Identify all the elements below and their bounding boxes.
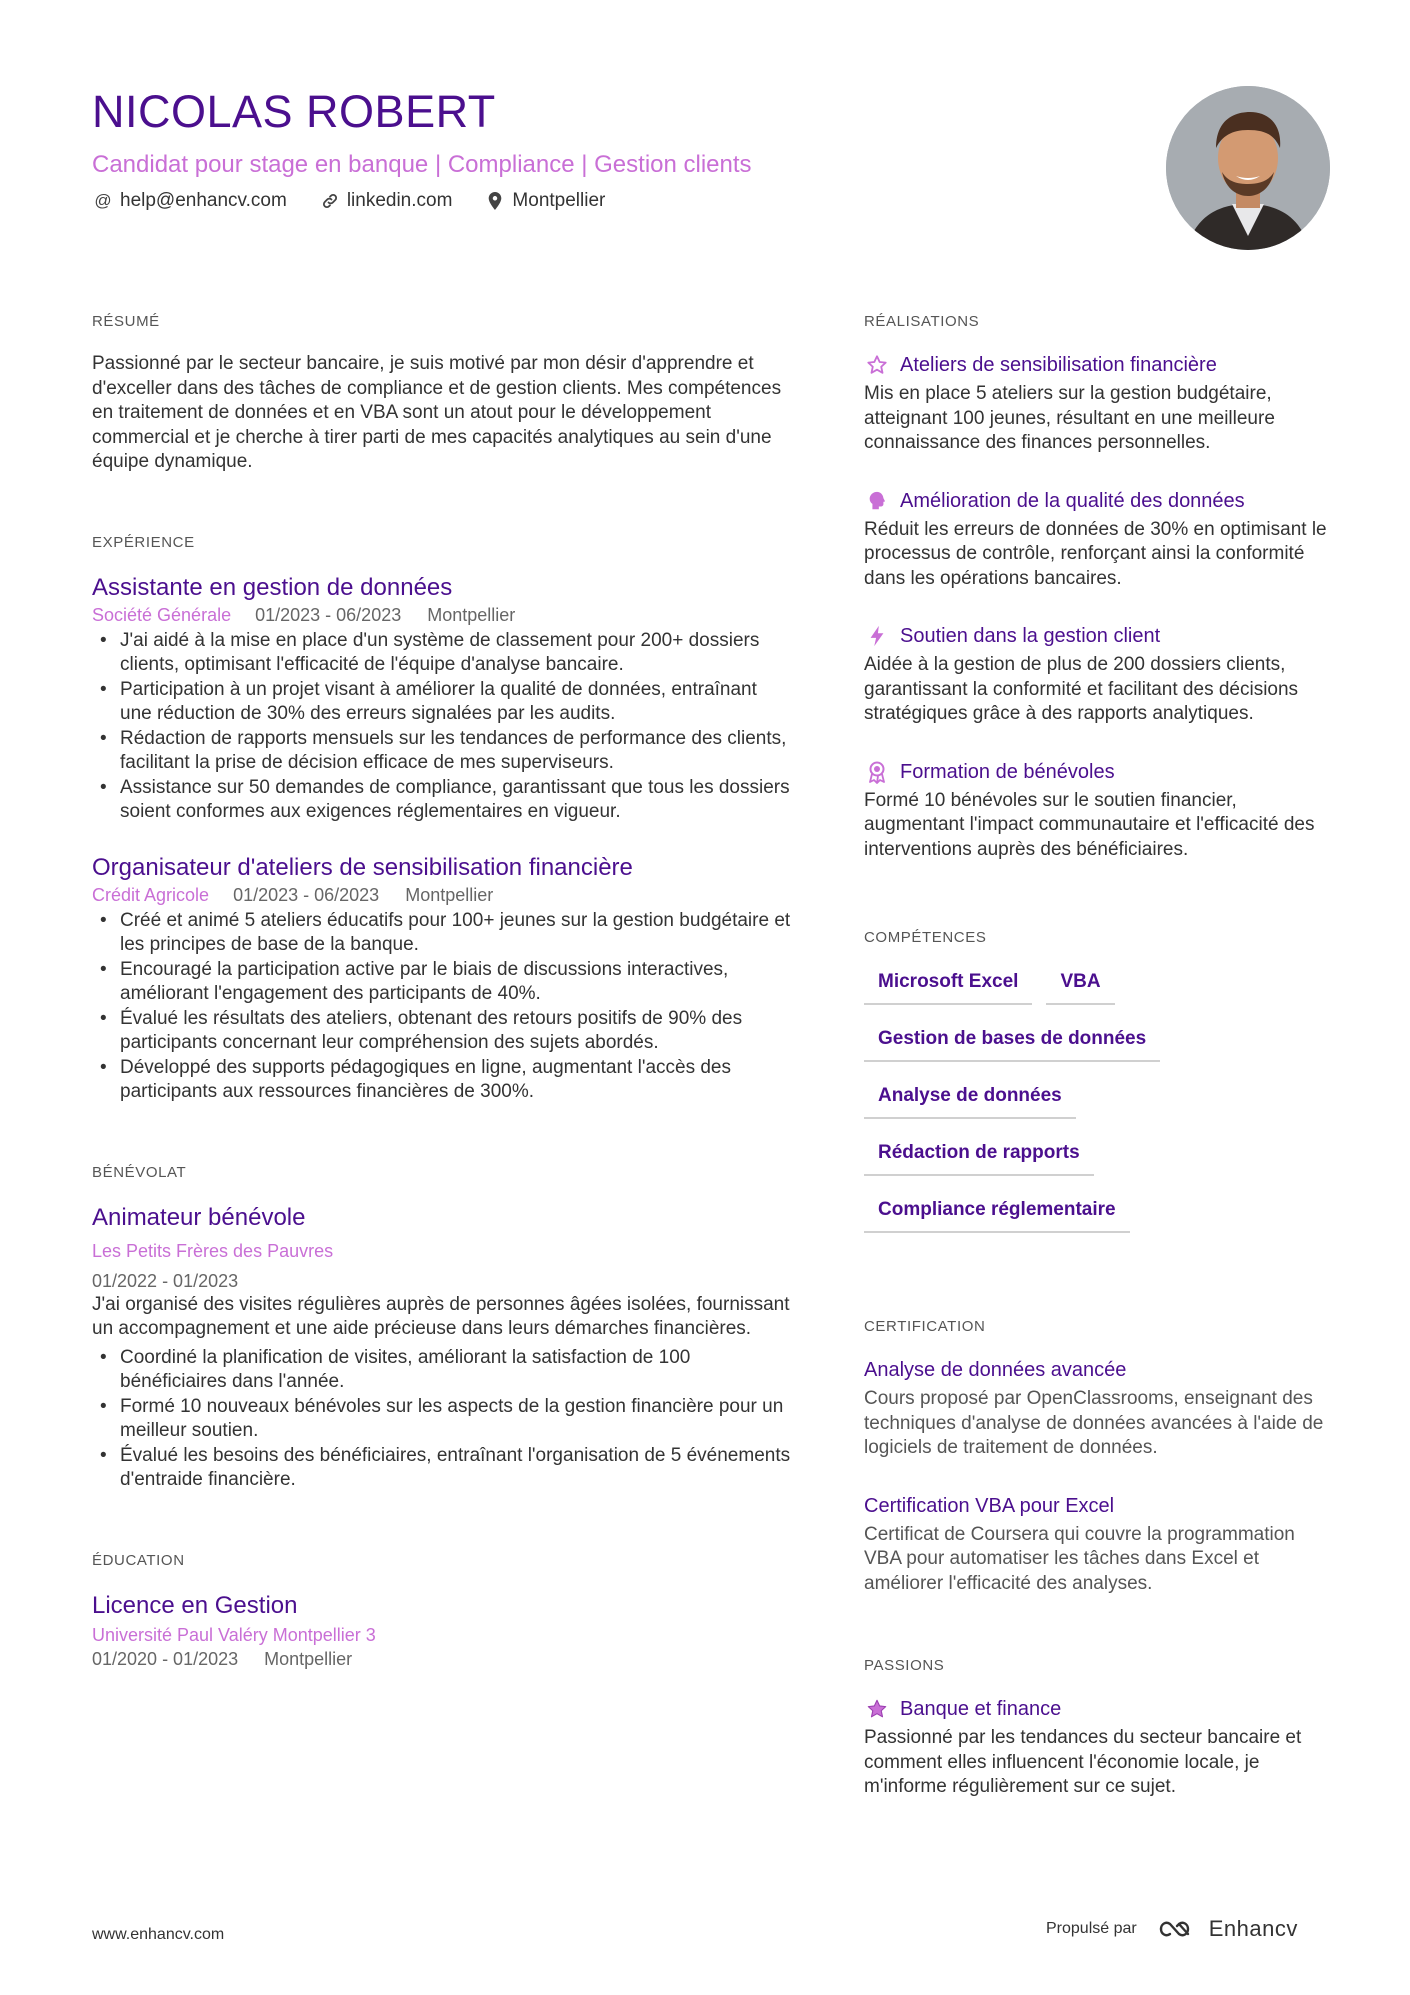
school-name: Université Paul Valéry Montpellier 3 <box>92 1624 376 1645</box>
skill-tag: Analyse de données <box>864 1082 1076 1119</box>
linkedin-text: linkedin.com <box>346 190 453 211</box>
experience-item <box>92 573 792 825</box>
volunteer-role: Animateur bénévole <box>92 1203 306 1231</box>
volunteering-section <box>92 1163 792 1493</box>
volunteer-org: Les Petits Frères des Pauvres <box>92 1240 334 1261</box>
skills-heading: COMPÉTENCES <box>864 929 987 946</box>
skill-tag: Compliance réglementaire <box>864 1196 1130 1233</box>
passions-heading: PASSIONS <box>864 1657 945 1674</box>
job-title: Organisateur d'ateliers de sensibilisation financière <box>92 853 633 881</box>
job-bullets <box>92 909 792 1105</box>
education-section <box>92 1551 792 1671</box>
contact-bar <box>92 190 1142 212</box>
job-meta <box>92 883 792 907</box>
skills-section <box>864 928 1334 1233</box>
job-location: Montpellier <box>405 884 494 905</box>
degree-title: Licence en Gestion <box>92 1591 298 1619</box>
footer-branding <box>1046 1916 1298 1942</box>
experience-heading: EXPÉRIENCE <box>92 533 195 551</box>
summary-section <box>92 312 792 475</box>
headline: Candidat pour stage en banque | Compliance | Gestion clients <box>92 151 752 178</box>
certification-text: Cours proposé par OpenClassrooms, enseignant des techniques d'analyse de données avancées à l'aide de logiciels de traitement de données. <box>864 1388 1324 1458</box>
volunteering-item <box>92 1203 792 1493</box>
contact-email[interactable] <box>92 190 287 212</box>
contact-location <box>484 190 605 212</box>
education-heading: ÉDUCATION <box>92 1551 185 1569</box>
achievements-heading: RÉALISATIONS <box>864 313 980 330</box>
summary-heading: RÉSUMÉ <box>92 313 160 330</box>
achievements-section <box>864 312 1334 862</box>
summary-text: Passionné par le secteur bancaire, je suis motivé par mon désir d'apprendre et d'exceller dans des tâches de compliance et de gestion clients. Mes compétences en traitement de données et en VBA sont un atout pour le développement commercial et je cherche à tirer parti de mes capacités analytiques au sein d'une équipe dynamique. <box>92 353 782 472</box>
award-icon <box>864 760 890 784</box>
achievement-item <box>864 759 1334 863</box>
education-dates: 01/2020 - 01/2023 <box>92 1648 239 1669</box>
profile-photo <box>1166 86 1330 250</box>
achievement-text: Mis en place 5 ateliers sur la gestion budgétaire, atteignant 100 jeunes, résultant en une meilleure connaissance des finances personnelles. <box>864 383 1275 453</box>
achievement-text: Aidée à la gestion de plus de 200 dossiers clients, garantissant la conformité et facilitant des décisions stratégiques grâce à des rapports analytiques. <box>864 654 1299 724</box>
star-icon <box>864 1697 890 1721</box>
certification-heading: CERTIFICATION <box>864 1318 986 1335</box>
achievement-title: Soutien dans la gestion client <box>900 625 1161 647</box>
certification-text: Certificat de Coursera qui couvre la programmation VBA pour automatiser les tâches dans Excel et améliorer l'efficacité des analyses. <box>864 1523 1295 1594</box>
at-icon: @ <box>94 191 112 210</box>
skill-row <box>864 1082 1334 1119</box>
job-location: Montpellier <box>427 604 516 625</box>
volunteer-description: J'ai organisé des visites régulières auprès de personnes âgées isolées, fournissant un accompagnement et une aide précieuse dans leurs démarches financières. <box>92 1293 790 1339</box>
bullet-item: • Évalué les besoins des bénéficiaires, entraînant l'organisation de 5 événements d'entraide financière. <box>92 1444 792 1493</box>
job-dates: 01/2023 - 06/2023 <box>255 604 402 625</box>
passion-item <box>864 1696 1334 1800</box>
skill-tag: Microsoft Excel <box>864 968 1032 1005</box>
volunteering-heading: BÉNÉVOLAT <box>92 1163 187 1181</box>
job-meta <box>92 603 792 627</box>
contact-linkedin[interactable] <box>319 190 453 212</box>
education-location: Montpellier <box>264 1648 353 1669</box>
footer-website[interactable]: www.enhancv.com <box>92 1926 225 1943</box>
achievement-item <box>864 488 1334 592</box>
achievement-item <box>864 352 1334 456</box>
bullet-item: • Développé des supports pédagogiques en ligne, augmentant l'accès des participants aux ressources financières de 300%. <box>92 1056 792 1105</box>
passion-text: Passionné par les tendances du secteur bancaire et comment elles influencent l'économie locale, je m'informe régulièrement sur ce sujet. <box>864 1727 1302 1797</box>
enhancv-logo-icon <box>1157 1917 1203 1941</box>
certification-section <box>864 1317 1334 1596</box>
bullet-item: • Rédaction de rapports mensuels sur les tendances de performance des clients, facilitant la prise de décision efficace de mes superviseurs. <box>92 727 792 776</box>
skill-row <box>864 1196 1334 1233</box>
company-name: Crédit Agricole <box>92 884 210 905</box>
link-icon <box>319 192 341 210</box>
education-item <box>92 1591 792 1671</box>
email-text: help@enhancv.com <box>120 190 287 211</box>
skills-list <box>864 968 1334 1233</box>
volunteer-dates-line <box>92 1269 792 1293</box>
lightning-icon <box>864 624 890 648</box>
location-pin-icon <box>484 192 506 210</box>
location-text: Montpellier <box>512 190 606 211</box>
passion-title: Banque et finance <box>900 1698 1062 1720</box>
bullet-item: • Coordiné la planification de visites, améliorant la satisfaction de 100 bénéficiaires dans l'année. <box>92 1346 792 1395</box>
experience-item <box>92 853 792 1105</box>
bullet-item: • Créé et animé 5 ateliers éducatifs pour 100+ jeunes sur la gestion budgétaire et les principes de base de la banque. <box>92 909 792 958</box>
bullet-item: • J'ai aidé à la mise en place d'un système de classement pour 200+ dossiers clients, optimisant l'efficacité de l'équipe d'analyse bancaire. <box>92 629 792 678</box>
achievement-title: Formation de bénévoles <box>900 760 1115 783</box>
passions-section <box>864 1656 1334 1800</box>
skill-row <box>864 968 1334 1005</box>
bullet-item: • Assistance sur 50 demandes de compliance, garantissant que tous les dossiers soient conformes aux exigences réglementaires en vigueur. <box>92 776 792 825</box>
bullet-item: • Formé 10 nouveaux bénévoles sur les aspects de la gestion financière pour un meilleur soutien. <box>92 1395 792 1444</box>
skill-row <box>864 1025 1334 1062</box>
experience-section <box>92 533 792 1105</box>
job-bullets <box>92 629 792 825</box>
achievement-title: Amélioration de la qualité des données <box>900 489 1245 512</box>
bullet-item: • Évalué les résultats des ateliers, obtenant des retours positifs de 90% des participants concernant leur compréhension des sujets abordés. <box>92 1007 792 1056</box>
achievement-header <box>864 352 1334 378</box>
volunteer-org-line <box>92 1239 792 1263</box>
volunteer-dates: 01/2022 - 01/2023 <box>92 1270 239 1291</box>
education-meta <box>92 1647 792 1671</box>
enhancv-logo[interactable] <box>1157 1916 1298 1942</box>
header <box>92 86 1142 212</box>
left-column <box>92 312 792 1671</box>
bullet-item: • Participation à un projet visant à améliorer la qualité de données, entraînant une réduction de 30% des erreurs signalées par les audits. <box>92 678 792 727</box>
achievement-text: Formé 10 bénévoles sur le soutien financier, augmentant l'impact communautaire et l'efficacité des interventions auprès des bénéficiaires. <box>864 789 1315 860</box>
skill-row <box>864 1139 1334 1176</box>
skill-tag: Gestion de bases de données <box>864 1025 1160 1062</box>
certification-title: Analyse de données avancée <box>864 1359 1127 1381</box>
certification-item <box>864 1493 1334 1597</box>
job-dates: 01/2023 - 06/2023 <box>233 884 380 905</box>
achievement-header <box>864 623 1334 649</box>
achievement-header <box>864 488 1334 514</box>
candidate-name: NICOLAS ROBERT <box>92 86 496 137</box>
company-name: Société Générale <box>92 604 232 625</box>
certification-title: Certification VBA pour Excel <box>864 1494 1115 1517</box>
school-line <box>92 1623 792 1647</box>
bullet-item: • Encouragé la participation active par le biais de discussions interactives, améliorant l'engagement des participants de 40%. <box>92 958 792 1007</box>
star-outline-icon <box>864 353 890 377</box>
brain-icon <box>864 489 890 513</box>
achievement-item <box>864 623 1334 727</box>
volunteer-bullets <box>92 1346 792 1493</box>
certification-item <box>864 1357 1334 1461</box>
right-column <box>864 312 1334 1800</box>
job-title: Assistante en gestion de données <box>92 573 453 601</box>
skill-tag: VBA <box>1046 968 1114 1005</box>
passion-header <box>864 1696 1334 1722</box>
achievement-title: Ateliers de sensibilisation financière <box>900 354 1217 376</box>
powered-by-label: Propulsé par <box>1046 1920 1137 1937</box>
achievement-header <box>864 759 1334 785</box>
skill-tag: Rédaction de rapports <box>864 1139 1094 1176</box>
brand-name: Enhancv <box>1208 1916 1298 1941</box>
achievement-text: Réduit les erreurs de données de 30% en optimisant le processus de contrôle, renforçant ainsi la conformité dans les opérations bancaires. <box>864 518 1327 589</box>
